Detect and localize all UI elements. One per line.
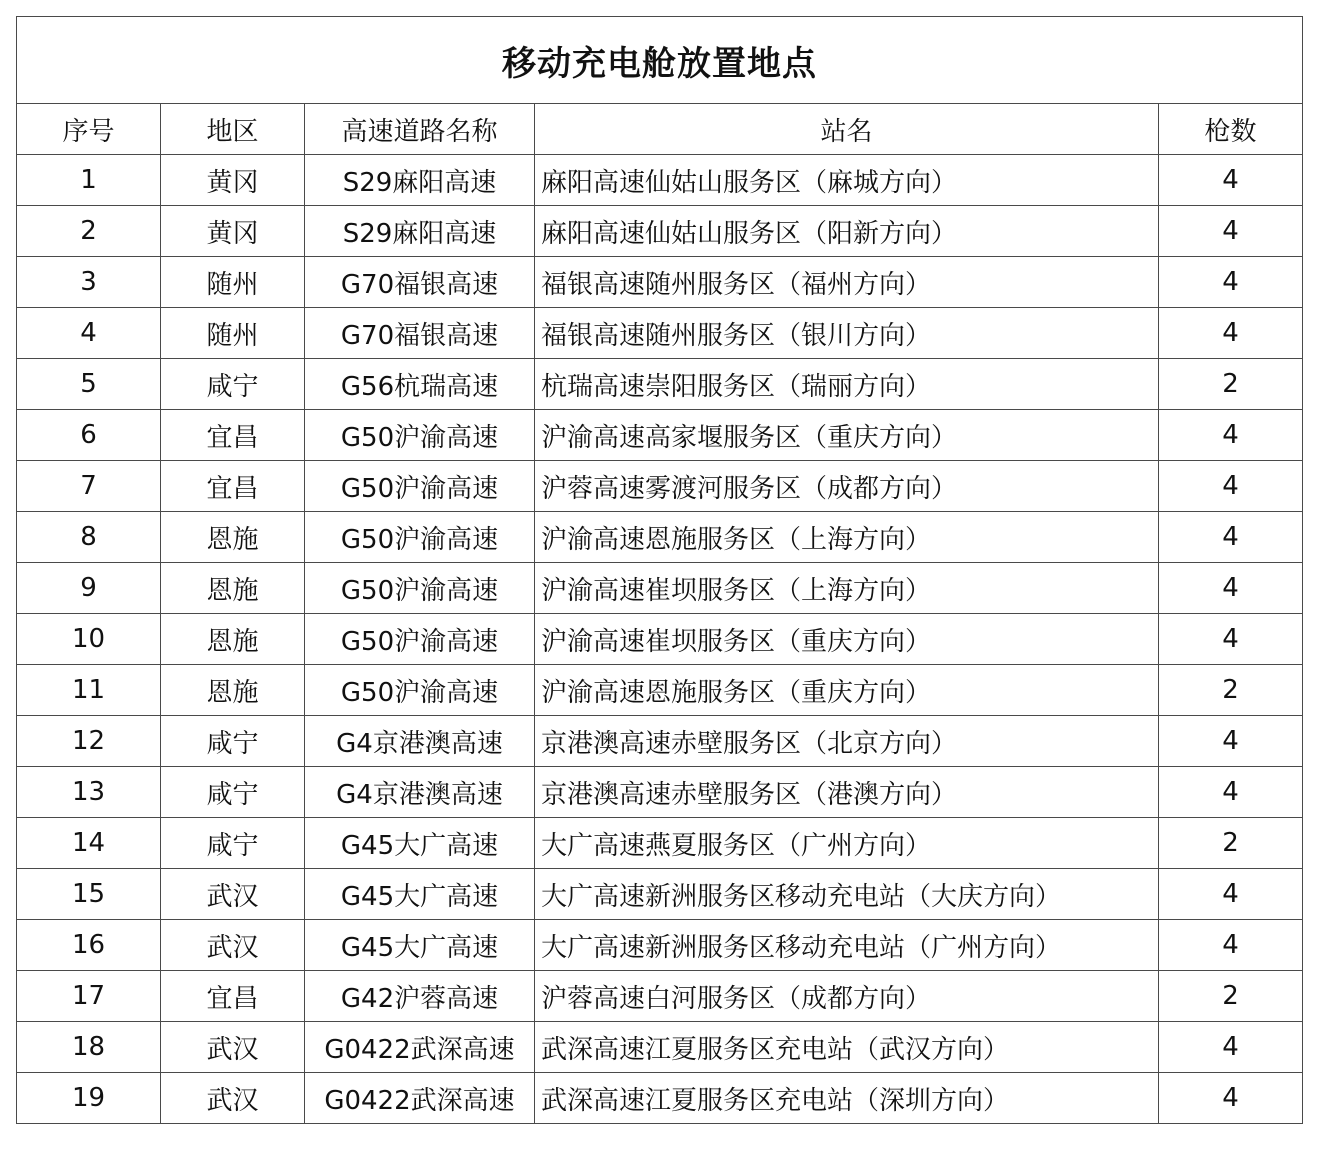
table-row	[17, 257, 1303, 308]
cell-index: 1	[17, 155, 161, 206]
cell-highway: G70福银高速	[305, 257, 535, 308]
table-row	[17, 614, 1303, 665]
cell-guns: 4	[1159, 410, 1303, 461]
header-station: 站名	[535, 104, 1159, 155]
cell-station: 沪渝高速恩施服务区（重庆方向）	[535, 665, 1159, 716]
cell-highway: G50沪渝高速	[305, 512, 535, 563]
cell-index: 15	[17, 869, 161, 920]
cell-index: 6	[17, 410, 161, 461]
header-highway: 高速道路名称	[305, 104, 535, 155]
cell-index: 16	[17, 920, 161, 971]
cell-region: 武汉	[161, 1073, 305, 1124]
table-row	[17, 767, 1303, 818]
cell-highway: G42沪蓉高速	[305, 971, 535, 1022]
charging-locations-table	[16, 16, 1303, 1124]
cell-station: 大广高速新洲服务区移动充电站（广州方向）	[535, 920, 1159, 971]
cell-region: 咸宁	[161, 359, 305, 410]
cell-region: 咸宁	[161, 716, 305, 767]
table-row	[17, 206, 1303, 257]
cell-index: 14	[17, 818, 161, 869]
cell-guns: 4	[1159, 614, 1303, 665]
header-guns: 枪数	[1159, 104, 1303, 155]
cell-station: 大广高速新洲服务区移动充电站（大庆方向）	[535, 869, 1159, 920]
cell-region: 武汉	[161, 1022, 305, 1073]
cell-guns: 4	[1159, 920, 1303, 971]
cell-station: 沪蓉高速雾渡河服务区（成都方向）	[535, 461, 1159, 512]
cell-index: 8	[17, 512, 161, 563]
cell-region: 恩施	[161, 512, 305, 563]
table-row	[17, 308, 1303, 359]
table-row	[17, 410, 1303, 461]
cell-index: 2	[17, 206, 161, 257]
cell-guns: 4	[1159, 1073, 1303, 1124]
cell-highway: G0422武深高速	[305, 1022, 535, 1073]
cell-guns: 2	[1159, 359, 1303, 410]
cell-region: 恩施	[161, 665, 305, 716]
cell-index: 5	[17, 359, 161, 410]
cell-station: 福银高速随州服务区（银川方向）	[535, 308, 1159, 359]
cell-guns: 4	[1159, 767, 1303, 818]
cell-highway: G50沪渝高速	[305, 563, 535, 614]
cell-region: 武汉	[161, 869, 305, 920]
cell-region: 武汉	[161, 920, 305, 971]
cell-index: 17	[17, 971, 161, 1022]
cell-region: 宜昌	[161, 971, 305, 1022]
cell-guns: 4	[1159, 206, 1303, 257]
cell-index: 12	[17, 716, 161, 767]
cell-station: 沪蓉高速白河服务区（成都方向）	[535, 971, 1159, 1022]
cell-station: 武深高速江夏服务区充电站（武汉方向）	[535, 1022, 1159, 1073]
table-row	[17, 920, 1303, 971]
cell-station: 沪渝高速崔坝服务区（重庆方向）	[535, 614, 1159, 665]
cell-highway: G50沪渝高速	[305, 461, 535, 512]
header-index: 序号	[17, 104, 161, 155]
cell-highway: G45大广高速	[305, 869, 535, 920]
header-region: 地区	[161, 104, 305, 155]
cell-highway: G50沪渝高速	[305, 614, 535, 665]
cell-index: 19	[17, 1073, 161, 1124]
table-row	[17, 359, 1303, 410]
cell-region: 黄冈	[161, 206, 305, 257]
cell-station: 杭瑞高速崇阳服务区（瑞丽方向）	[535, 359, 1159, 410]
cell-guns: 4	[1159, 563, 1303, 614]
cell-region: 随州	[161, 308, 305, 359]
cell-guns: 4	[1159, 155, 1303, 206]
cell-index: 3	[17, 257, 161, 308]
cell-highway: S29麻阳高速	[305, 155, 535, 206]
cell-guns: 4	[1159, 257, 1303, 308]
cell-index: 18	[17, 1022, 161, 1073]
table-title: 移动充电舱放置地点	[17, 17, 1303, 104]
cell-guns: 4	[1159, 869, 1303, 920]
cell-highway: G4京港澳高速	[305, 767, 535, 818]
cell-index: 4	[17, 308, 161, 359]
header-row	[17, 104, 1303, 155]
table-row	[17, 716, 1303, 767]
cell-guns: 4	[1159, 716, 1303, 767]
cell-highway: G56杭瑞高速	[305, 359, 535, 410]
cell-region: 随州	[161, 257, 305, 308]
cell-station: 大广高速燕夏服务区（广州方向）	[535, 818, 1159, 869]
title-row	[17, 17, 1303, 104]
cell-highway: S29麻阳高速	[305, 206, 535, 257]
cell-station: 沪渝高速恩施服务区（上海方向）	[535, 512, 1159, 563]
cell-region: 咸宁	[161, 767, 305, 818]
table-row	[17, 1073, 1303, 1124]
table-row	[17, 461, 1303, 512]
cell-guns: 4	[1159, 512, 1303, 563]
cell-station: 麻阳高速仙姑山服务区（阳新方向）	[535, 206, 1159, 257]
table-row	[17, 1022, 1303, 1073]
cell-highway: G70福银高速	[305, 308, 535, 359]
cell-region: 黄冈	[161, 155, 305, 206]
cell-region: 宜昌	[161, 461, 305, 512]
table-row	[17, 563, 1303, 614]
cell-region: 恩施	[161, 563, 305, 614]
table-row	[17, 971, 1303, 1022]
table-body	[17, 155, 1303, 1124]
cell-index: 11	[17, 665, 161, 716]
cell-guns: 4	[1159, 461, 1303, 512]
cell-index: 10	[17, 614, 161, 665]
cell-station: 沪渝高速崔坝服务区（上海方向）	[535, 563, 1159, 614]
cell-highway: G50沪渝高速	[305, 410, 535, 461]
cell-region: 咸宁	[161, 818, 305, 869]
cell-guns: 2	[1159, 818, 1303, 869]
cell-guns: 4	[1159, 308, 1303, 359]
cell-station: 福银高速随州服务区（福州方向）	[535, 257, 1159, 308]
table-row	[17, 818, 1303, 869]
cell-station: 沪渝高速高家堰服务区（重庆方向）	[535, 410, 1159, 461]
cell-highway: G0422武深高速	[305, 1073, 535, 1124]
cell-highway: G4京港澳高速	[305, 716, 535, 767]
cell-highway: G45大广高速	[305, 920, 535, 971]
cell-index: 13	[17, 767, 161, 818]
cell-guns: 2	[1159, 665, 1303, 716]
table-row	[17, 512, 1303, 563]
cell-station: 京港澳高速赤壁服务区（北京方向）	[535, 716, 1159, 767]
table-row	[17, 869, 1303, 920]
cell-region: 恩施	[161, 614, 305, 665]
cell-station: 京港澳高速赤壁服务区（港澳方向）	[535, 767, 1159, 818]
table-row	[17, 665, 1303, 716]
cell-index: 9	[17, 563, 161, 614]
cell-station: 武深高速江夏服务区充电站（深圳方向）	[535, 1073, 1159, 1124]
cell-guns: 4	[1159, 1022, 1303, 1073]
cell-highway: G45大广高速	[305, 818, 535, 869]
table-row	[17, 155, 1303, 206]
cell-highway: G50沪渝高速	[305, 665, 535, 716]
cell-index: 7	[17, 461, 161, 512]
cell-region: 宜昌	[161, 410, 305, 461]
cell-guns: 2	[1159, 971, 1303, 1022]
cell-station: 麻阳高速仙姑山服务区（麻城方向）	[535, 155, 1159, 206]
